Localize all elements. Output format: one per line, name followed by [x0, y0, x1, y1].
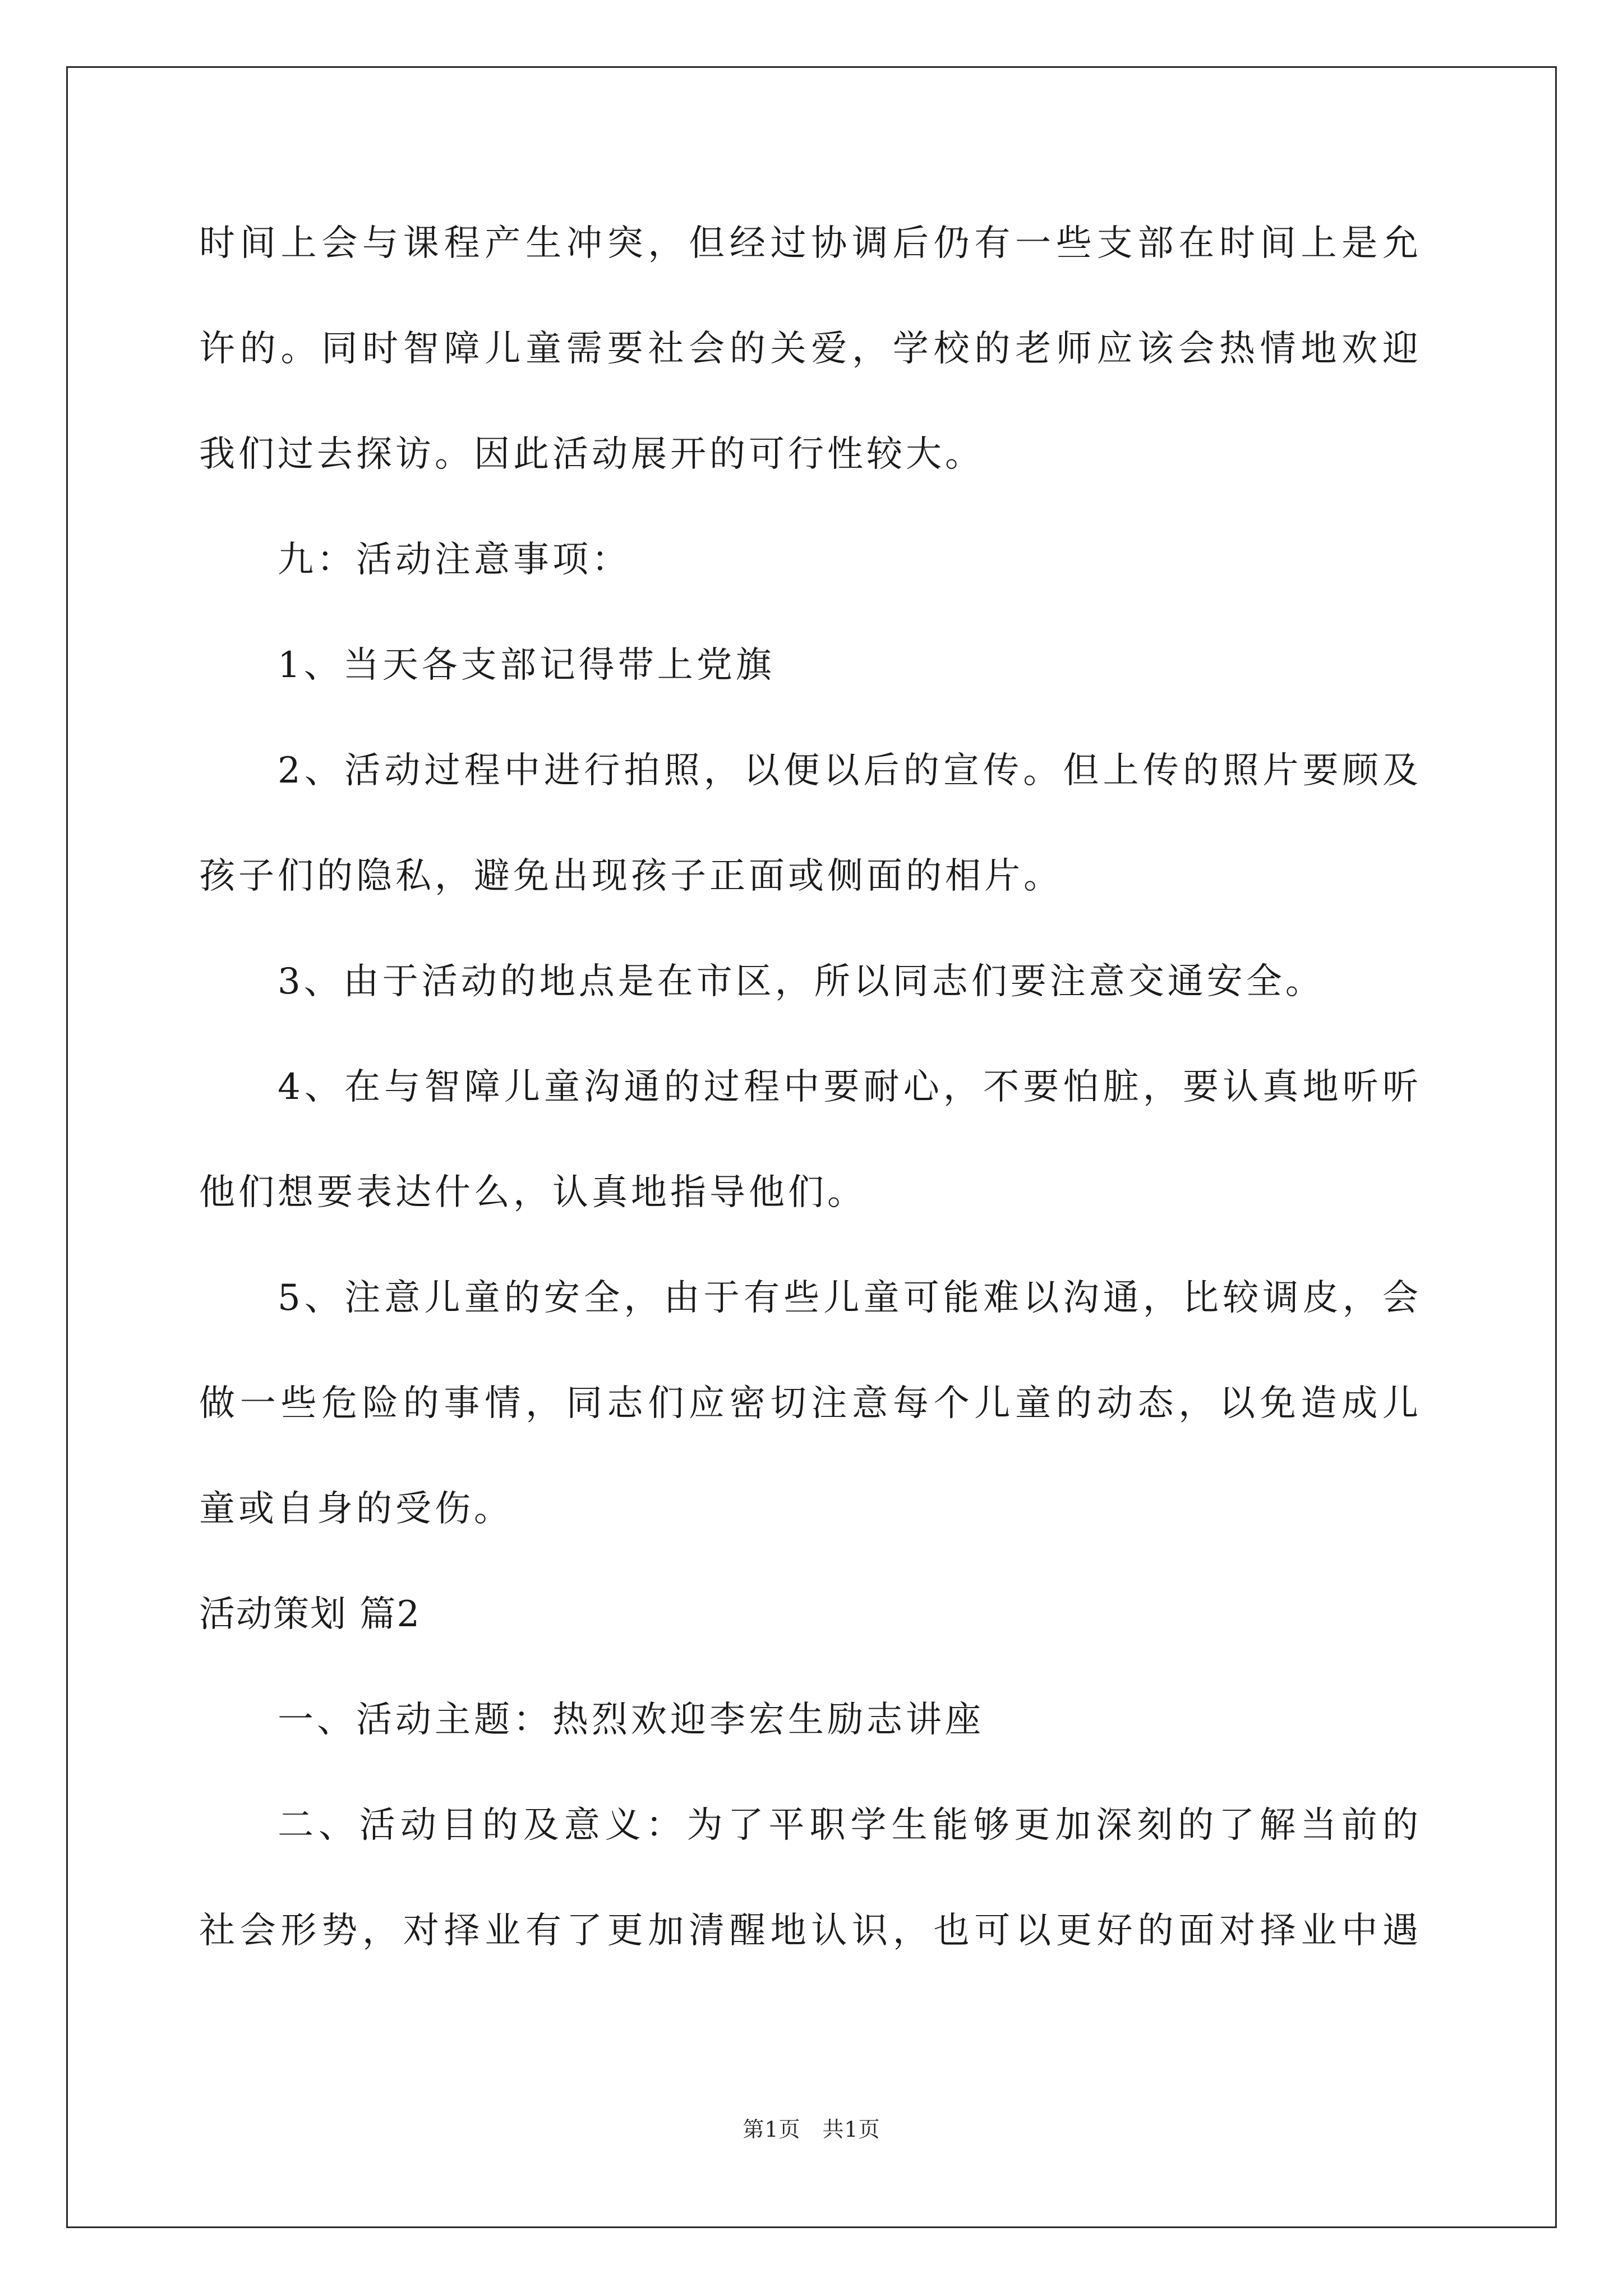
section-heading: 一、活动主题：热烈欢迎李宏生励志讲座 — [278, 1699, 984, 1741]
paragraph-line: 许的。同时智障儿童需要社会的关爱，学校的老师应该会热情地欢迎 — [199, 328, 1422, 370]
paragraph-line: 社会形势，对择业有了更加清醒地认识，也可以更好的面对择业中遇 — [199, 1910, 1422, 1952]
paragraph-line: 我们过去探访。因此活动展开的可行性较大。 — [199, 434, 984, 475]
paragraph-line: 二、活动目的及意义：为了平职学生能够更加深刻的了解当前的 — [278, 1805, 1422, 1846]
list-item-continuation: 他们想要表达什么，认真地指导他们。 — [199, 1172, 866, 1213]
list-item-continuation: 孩子们的隐私，避免出现孩子正面或侧面的相片。 — [199, 855, 1063, 897]
page-number-footer: 第1页 共1页 — [743, 2117, 880, 2142]
article-heading: 活动策划 篇2 — [199, 1594, 421, 1635]
list-item: 2、活动过程中进行拍照，以便以后的宣传。但上传的照片要顾及 — [278, 750, 1422, 792]
list-item: 4、在与智障儿童沟通的过程中要耐心，不要怕脏，要认真地听听 — [278, 1066, 1422, 1108]
list-item-continuation: 童或自身的受伤。 — [199, 1488, 513, 1530]
list-item-continuation: 做一些危险的事情，同志们应密切注意每个儿童的动态，以免造成儿 — [199, 1383, 1422, 1424]
section-heading: 九：活动注意事项： — [278, 539, 631, 581]
paragraph-line: 时间上会与课程产生冲突，但经过协调后仍有一些支部在时间上是允 — [199, 223, 1422, 264]
list-item: 5、注意儿童的安全，由于有些儿童可能难以沟通，比较调皮，会 — [278, 1277, 1422, 1319]
list-item: 3、由于活动的地点是在市区，所以同志们要注意交通安全。 — [278, 961, 1325, 1002]
document-body — [199, 191, 1422, 1984]
list-item: 1、当天各支部记得带上党旗 — [278, 645, 775, 686]
